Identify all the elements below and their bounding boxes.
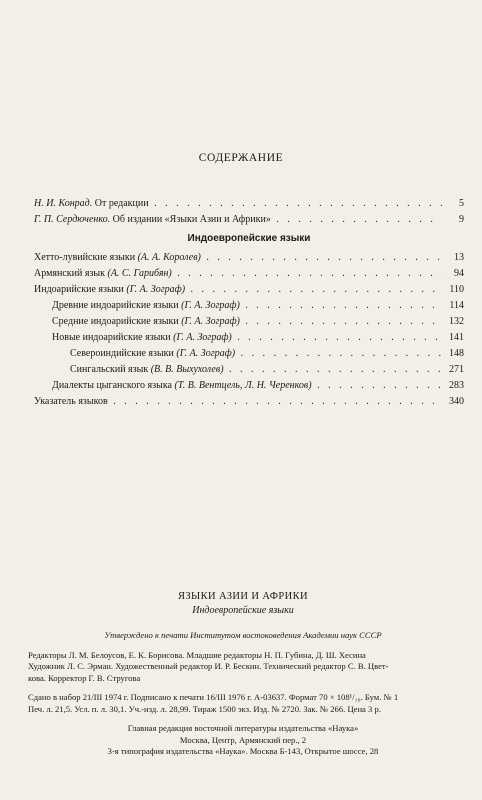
toc-page-number: 9 (459, 214, 464, 225)
toc-page-number: 13 (454, 252, 464, 263)
toc-row (34, 362, 464, 378)
publisher-line: Москва, Центр, Армянский пер., 2 (179, 734, 307, 745)
toc-text: Указатель языков (34, 396, 108, 407)
publisher-line: Главная редакция восточной литературы издательства «Наука» (127, 723, 359, 733)
toc-author: (Г. А. Зограф) (173, 332, 232, 343)
toc-page-number: 94 (454, 268, 464, 279)
toc-row (34, 314, 464, 330)
book-title: ЯЗЫКИ АЗИИ И АФРИКИ (177, 591, 309, 602)
toc-text: От редакции (92, 198, 149, 209)
print-line: Сдано в набор 21/III 1974 г. Подписано к печати 16/III 1976 г. А-03637. Формат 70 × 108¹/₁₆. Бум. № 1 (28, 692, 399, 702)
toc-text: Индоарийские языки (34, 284, 127, 295)
toc-page-number: 141 (449, 332, 464, 343)
editors-line: кова. Корректор Г. В. Стругова (28, 672, 141, 683)
toc-text: Древние индоарийские языки (52, 300, 182, 311)
toc-text: Хетто-лувийские языки (34, 252, 138, 263)
toc-text: Об издании «Языки Азии и Африки» (110, 214, 271, 225)
toc-text: Диалекты цыганского языка (52, 380, 175, 391)
toc-row (34, 378, 464, 394)
toc-author: (Г. А. Зограф) (126, 284, 186, 295)
toc-row-front (34, 212, 464, 228)
toc-text: Армянский язык (34, 268, 108, 279)
editors-line: Художник Л. С. Эрман. Художественный редактор И. Р. Бескин. Технический редактор С. В. Цвет- (28, 661, 389, 671)
toc-text: Средние индоарийские языки (52, 316, 182, 327)
toc-page-number: 340 (449, 396, 464, 407)
book-subtitle: Индоевропейские языки (192, 605, 294, 616)
toc-text: Североиндийские языки (70, 348, 177, 359)
toc-page-number: 110 (449, 284, 464, 295)
toc-author: (Г. А. Зограф) (181, 300, 240, 311)
toc-text: Новые индоарийские языки (52, 332, 174, 343)
editors-line: Редакторы Л. М. Белоусов, Е. К. Борисова. Младшие редакторы Н. П. Губина, Д. Ш. Хесина (28, 649, 366, 660)
toc-row (34, 330, 464, 346)
editors-block (28, 650, 458, 685)
approval-note: Утверждено к печати Институтом востоковедения Академии наук СССР (104, 630, 382, 640)
print-line: Печ. л. 21,5. Усл. п. л. 30,1. Уч.-изд. л. 28,99. Тираж 1500 экз. Изд. № 2720. Зак. № 266. Цена 3 р. (28, 703, 381, 714)
table-of-contents (34, 196, 464, 410)
toc-author: (Г. А. Зограф) (181, 316, 240, 327)
toc-page-number: 5 (459, 198, 464, 209)
toc-author: (Т. В. Вентцель, Л. Н. Черенков) (174, 380, 312, 391)
toc-author: (Г. А. Зограф) (176, 348, 236, 359)
toc-page-number: 132 (449, 316, 464, 327)
toc-row (34, 394, 464, 410)
toc-row (34, 266, 464, 282)
toc-author: (В. В. Выхухолев) (150, 364, 224, 375)
toc-row (34, 346, 464, 362)
toc-page-number: 148 (449, 348, 464, 359)
toc-row (34, 282, 464, 298)
toc-title: СОДЕРЖАНИЕ (198, 152, 284, 164)
toc-page-number: 271 (449, 364, 464, 375)
toc-page-number: 283 (449, 380, 464, 391)
toc-section-heading: Индоевропейские языки (187, 233, 311, 244)
imprint (28, 590, 458, 758)
toc-author: Г. П. Сердюченко. (34, 214, 111, 225)
toc-page-number: 114 (449, 300, 464, 311)
toc-row-front (34, 196, 464, 212)
toc-row (34, 250, 464, 266)
toc-author: (А. А. Королев) (137, 252, 201, 263)
print-details-block (28, 692, 458, 715)
publisher-line: 3-я типография издательства «Наука». Москва Б-143, Открытое шоссе, 28 (107, 746, 379, 756)
publisher-block (28, 723, 458, 758)
toc-author: (А. С. Гарибян) (107, 268, 172, 279)
toc-row (34, 298, 464, 314)
toc-text: Сингальский язык (70, 364, 151, 375)
toc-author: Н. И. Конрад. (34, 198, 93, 209)
